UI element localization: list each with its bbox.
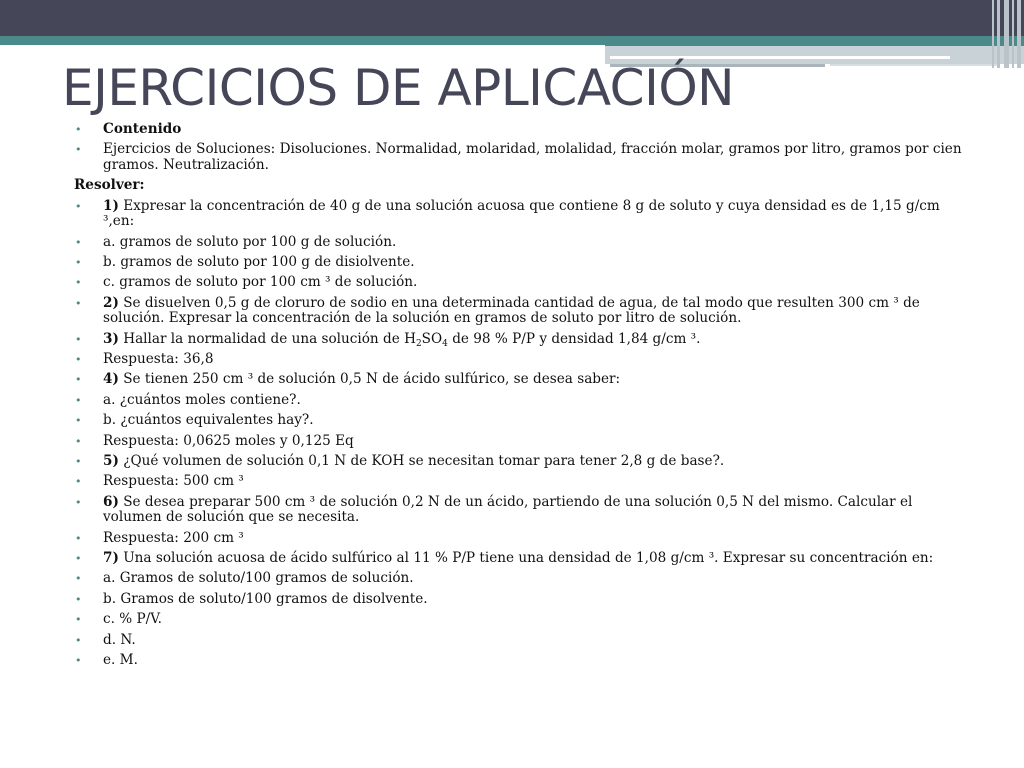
bullet-icon: • [75, 276, 82, 290]
item-text: d. N. [103, 631, 136, 648]
item-text: SO [421, 330, 443, 347]
exercise-number: 5) [103, 452, 119, 469]
item-text: b. ¿cuántos equivalentes hay?. [103, 412, 314, 429]
header-vertical-bars [988, 0, 1024, 68]
exercise-number: 1) [103, 197, 119, 214]
list-item [74, 571, 974, 587]
bullet-list [74, 122, 974, 668]
bullet-icon: • [75, 414, 82, 428]
bullet-icon: • [75, 255, 82, 269]
list-item [74, 296, 974, 327]
bullet-icon: • [75, 373, 82, 387]
bullet-icon: • [75, 199, 82, 213]
answer-text: Respuesta: 200 cm ³ [103, 529, 244, 546]
header-stripe [830, 64, 1000, 66]
answer-text: Respuesta: 500 cm ³ [103, 473, 244, 490]
list-item [74, 275, 974, 291]
list-item [74, 633, 974, 649]
item-text: Se tienen 250 cm ³ de solución 0,5 N de ácido sulfúrico, se desea saber: [118, 371, 621, 388]
item-text: Expresar la concentración de 40 g de una solución acuosa que contiene 8 g de soluto y cuya densidad es de 1,15 g/cm ³,en: [103, 197, 940, 230]
bullet-icon: • [75, 572, 82, 586]
item-text: de 98 % P/P y densidad 1,84 g/cm ³. [447, 330, 701, 347]
list-item [74, 612, 974, 628]
list-item [74, 592, 974, 608]
bullet-icon: • [75, 353, 82, 367]
list-item [74, 352, 974, 368]
item-text: c. % P/V. [103, 611, 162, 628]
bullet-icon: • [75, 613, 82, 627]
bullet-icon: • [75, 235, 82, 249]
list-item [74, 531, 974, 547]
item-text: Una solución acuosa de ácido sulfúrico al 11 % P/P tiene una densidad de 1,08 g/cm ³. Expresar su concentración en: [118, 550, 934, 567]
exercise-number: 2) [103, 294, 119, 311]
item-text: b. Gramos de soluto/100 gramos de disolvente. [103, 590, 428, 607]
item-text: Hallar la normalidad de una solución de H [118, 330, 416, 347]
list-item [74, 332, 974, 348]
header-band-dark [0, 0, 1024, 36]
bullet-icon: • [75, 633, 82, 647]
exercise-number: 4) [103, 371, 119, 388]
exercise-number: 3) [103, 330, 119, 347]
list-item [74, 413, 974, 429]
exercise-number: 6) [103, 493, 119, 510]
subscript: 4 [442, 338, 448, 349]
list-item [74, 178, 974, 194]
slide-body [74, 122, 974, 673]
bullet-icon: • [75, 296, 82, 310]
bullet-icon: • [75, 653, 82, 667]
bullet-icon: • [75, 475, 82, 489]
list-item [74, 474, 974, 490]
list-item [74, 235, 974, 251]
list-item [74, 255, 974, 271]
list-item [74, 122, 974, 138]
list-item [74, 372, 974, 388]
bullet-icon: • [75, 592, 82, 606]
item-text: a. Gramos de soluto/100 gramos de solución. [103, 570, 414, 587]
item-text: e. M. [103, 651, 138, 668]
resolver-heading: Resolver: [74, 177, 145, 194]
list-item [74, 495, 974, 526]
contenido-heading: Contenido [103, 121, 182, 137]
item-text: Se desea preparar 500 cm ³ de solución 0,2 N de un ácido, partiendo de una solución 0,5 N del mismo. Calcular el volumen de solución que se necesita. [103, 493, 913, 526]
subscript: 2 [415, 338, 422, 349]
list-item [74, 454, 974, 470]
bullet-icon: • [75, 143, 82, 157]
item-text: ¿Qué volumen de solución 0,1 N de KOH se necesitan tomar para tener 2,8 g de base?. [118, 452, 725, 469]
bullet-icon: • [75, 393, 82, 407]
bullet-icon: • [75, 552, 82, 566]
bullet-icon: • [75, 531, 82, 545]
item-text: c. gramos de soluto por 100 cm ³ de solución. [103, 274, 418, 291]
slide-title: EJERCICIOS DE APLICACIÓN [62, 59, 735, 117]
item-text: b. gramos de soluto por 100 g de disiolvente. [103, 253, 415, 270]
bullet-icon: • [75, 332, 82, 346]
exercise-number: 7) [103, 550, 119, 567]
bullet-icon: • [75, 123, 82, 136]
contenido-text: Ejercicios de Soluciones: Disoluciones. Normalidad, molaridad, molalidad, fracción molar, gramos por litro, gramos por cien gramos. Neutralización. [103, 141, 962, 173]
bullet-icon: • [75, 434, 82, 448]
list-item [74, 393, 974, 409]
answer-text: Respuesta: 36,8 [103, 351, 214, 368]
list-item [74, 434, 974, 450]
item-text: a. ¿cuántos moles contiene?. [103, 391, 301, 408]
bullet-icon: • [75, 454, 82, 468]
list-item [74, 551, 974, 567]
item-text: a. gramos de soluto por 100 g de solución. [103, 233, 397, 250]
item-text: Se disuelven 0,5 g de cloruro de sodio en una determinada cantidad de agua, de tal modo que resulten 300 cm ³ de solución. Expresar la concentración de la solución en gramos de soluto por litro de solución. [103, 294, 920, 327]
list-item [74, 653, 974, 669]
answer-text: Respuesta: 0,0625 moles y 0,125 Eq [103, 432, 354, 449]
list-item [74, 199, 974, 230]
bullet-icon: • [75, 495, 82, 509]
list-item [74, 142, 974, 173]
